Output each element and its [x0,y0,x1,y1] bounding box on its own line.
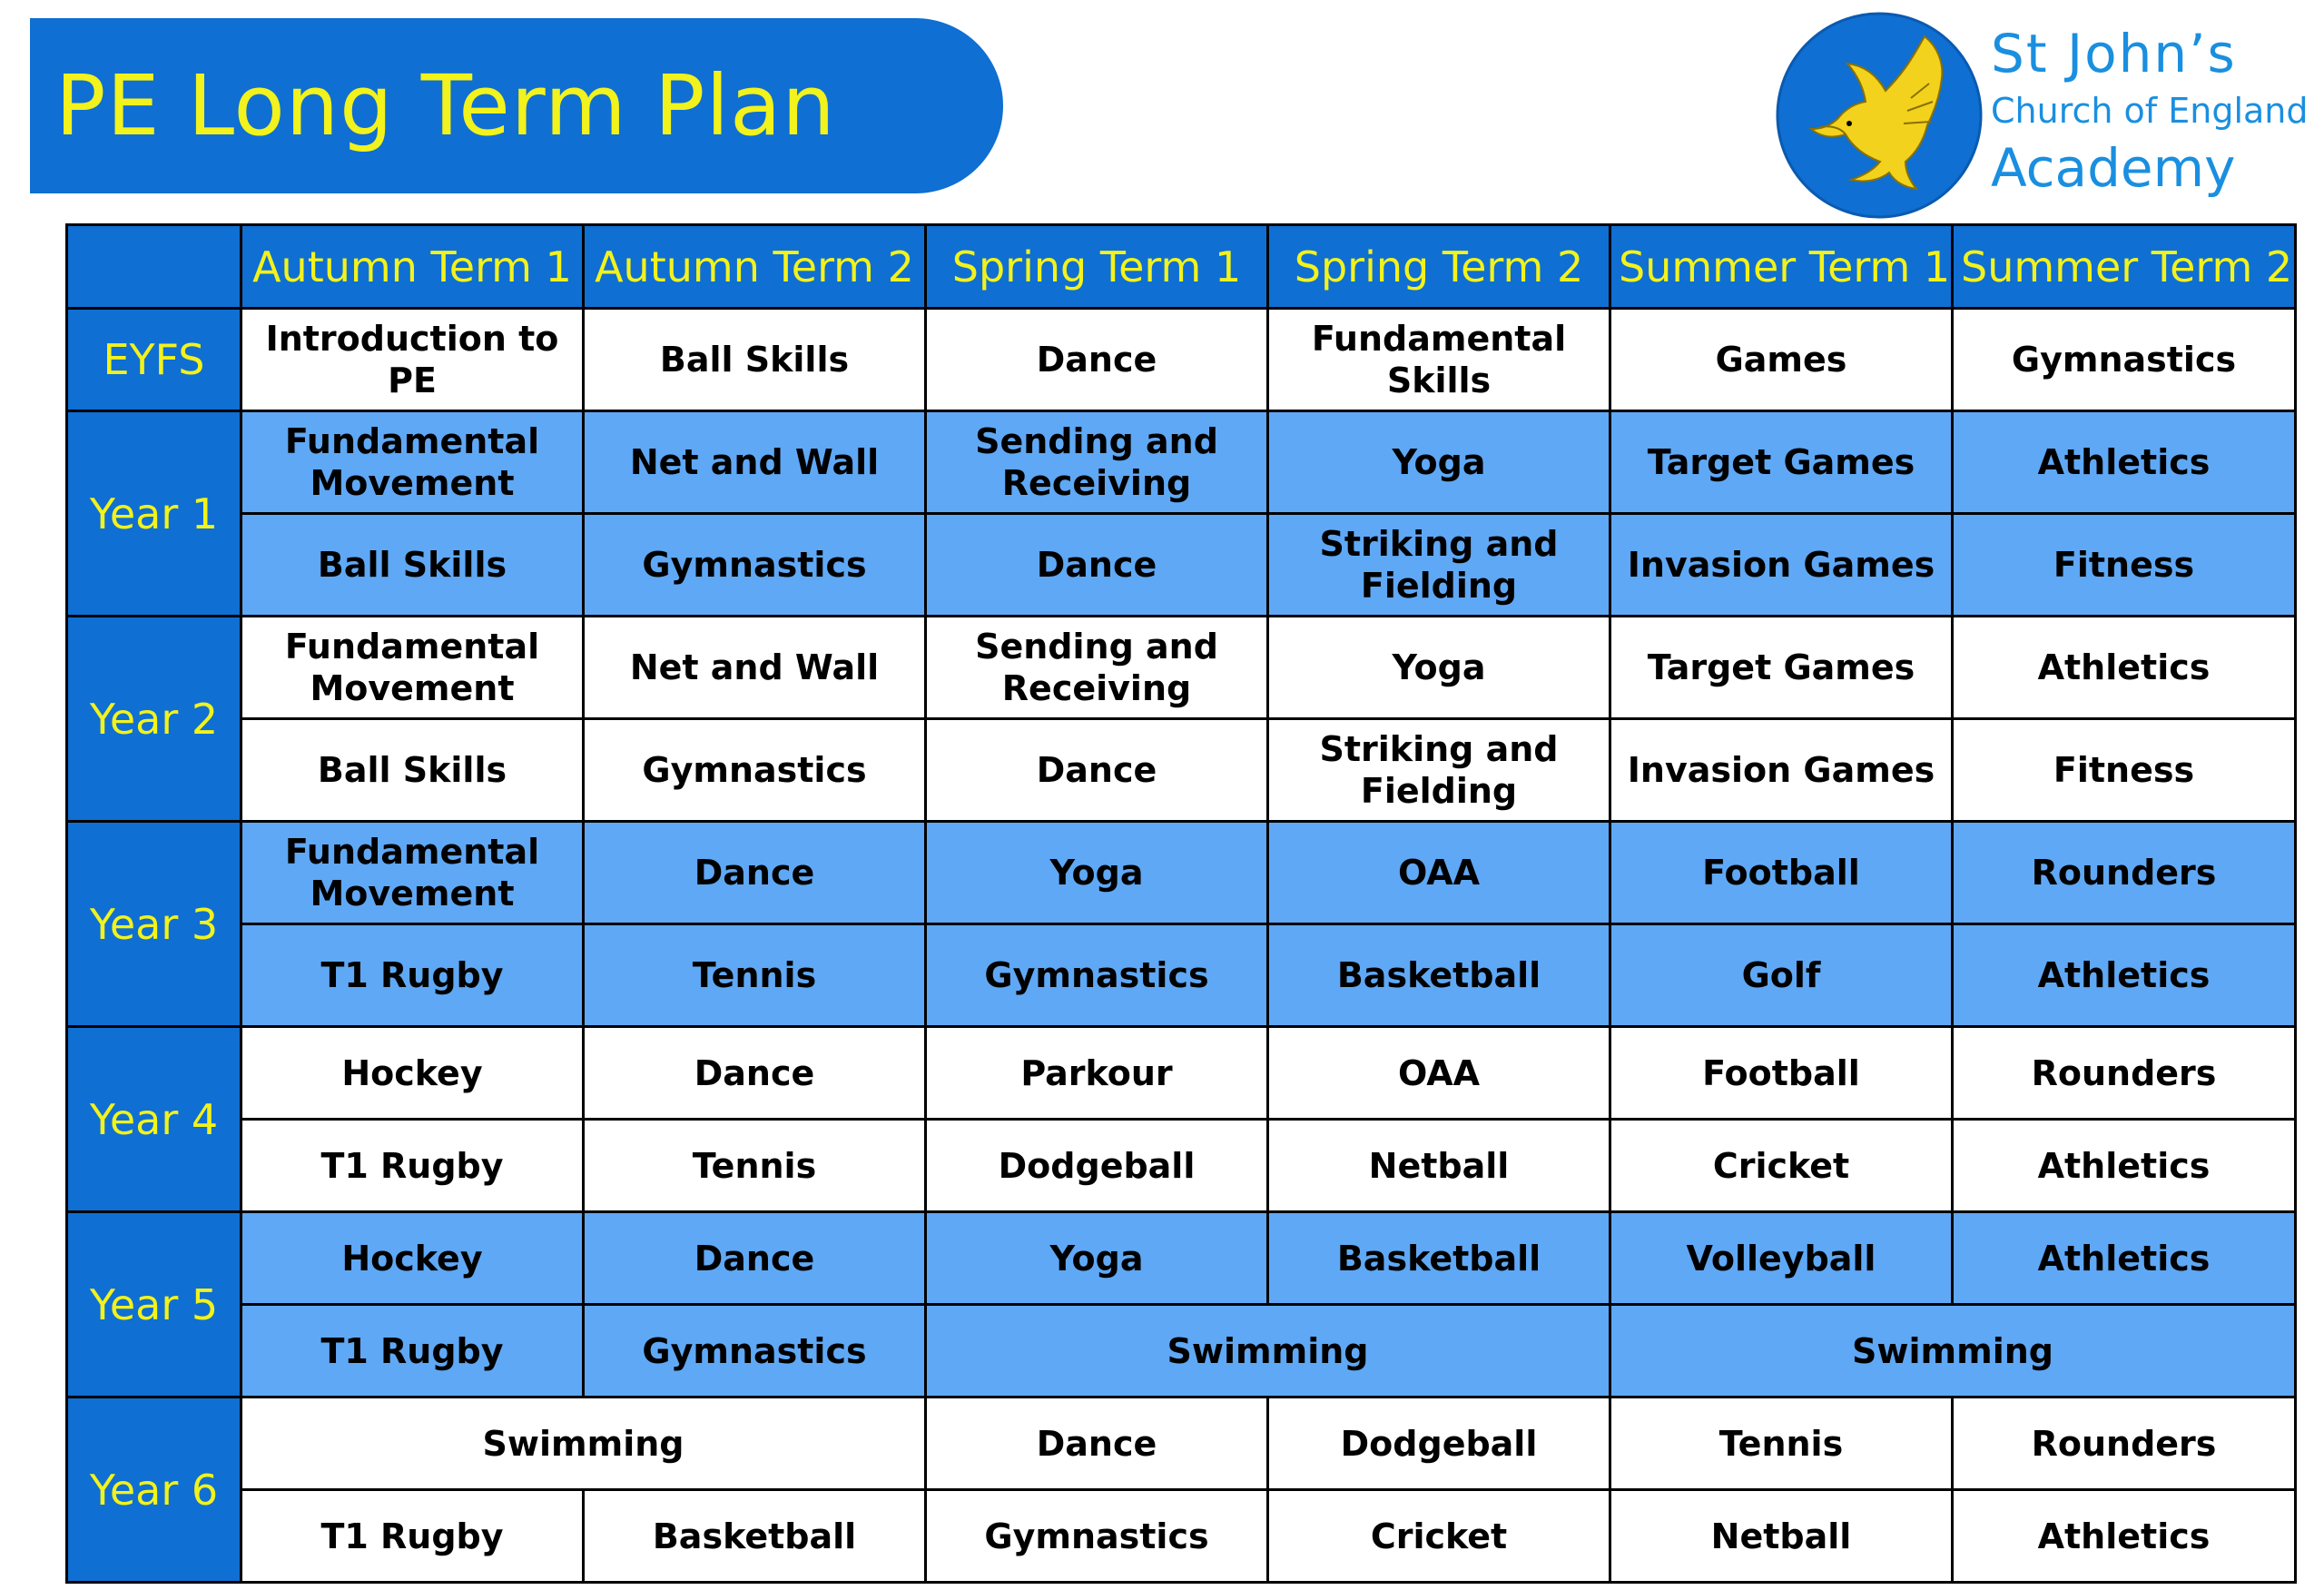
term-header: Summer Term 2 [1953,225,2296,309]
activity-cell: Golf [1610,924,1953,1027]
activity-cell: Dance [926,514,1268,617]
activity-cell: T1 Rugby [241,1490,584,1583]
logo-name: St John’s [1991,23,2237,84]
logo-text [1991,22,2309,200]
activity-cell: Basketball [1268,1212,1610,1305]
eagle-icon [1775,11,1984,220]
activity-cell: Swimming [1610,1305,2296,1397]
activity-cell: Gymnastics [926,924,1268,1027]
activity-cell: Invasion Games [1610,514,1953,617]
activity-cell: Rounders [1953,1397,2296,1490]
term-header: Summer Term 1 [1610,225,1953,309]
table-row [67,1490,2296,1583]
year-label: Year 3 [67,822,241,1027]
activity-cell: Net and Wall [584,411,926,514]
activity-cell: Hockey [241,1027,584,1120]
year-label: EYFS [67,309,241,411]
activity-cell: Invasion Games [1610,719,1953,822]
table-row [67,924,2296,1027]
activity-cell: Athletics [1953,617,2296,719]
activity-cell: Target Games [1610,411,1953,514]
activity-cell: Ball Skills [584,309,926,411]
activity-cell: Parkour [926,1027,1268,1120]
term-header: Autumn Term 2 [584,225,926,309]
activity-cell: Netball [1610,1490,1953,1583]
activity-cell: Fundamental Movement [241,411,584,514]
activity-cell: T1 Rugby [241,924,584,1027]
activity-cell: Dance [926,1397,1268,1490]
table-row [67,1027,2296,1120]
activity-cell: Ball Skills [241,719,584,822]
table-row [67,514,2296,617]
title-banner [30,18,1003,193]
activity-cell: Basketball [584,1490,926,1583]
activity-cell: T1 Rugby [241,1120,584,1212]
activity-cell: Dance [584,1212,926,1305]
activity-cell: Sending and Receiving [926,411,1268,514]
activity-cell: Rounders [1953,822,2296,924]
activity-cell: Athletics [1953,924,2296,1027]
activity-cell: Fundamental Movement [241,617,584,719]
term-header: Autumn Term 1 [241,225,584,309]
activity-cell: Cricket [1610,1120,1953,1212]
table-row [67,309,2296,411]
year-label: Year 6 [67,1397,241,1583]
activity-cell: Target Games [1610,617,1953,719]
table-row [67,1397,2296,1490]
activity-cell: Yoga [1268,411,1610,514]
logo-type: Academy [1991,137,2236,199]
activity-cell: Cricket [1268,1490,1610,1583]
activity-cell: Introduction to PE [241,309,584,411]
table-row [67,617,2296,719]
activity-cell: Yoga [926,822,1268,924]
activity-cell: Tennis [1610,1397,1953,1490]
pe-plan-table [65,223,2297,1584]
activity-cell: Dance [926,719,1268,822]
activity-cell: Athletics [1953,411,2296,514]
logo-denomination: Church of England [1991,91,2309,131]
activity-cell: Swimming [926,1305,1610,1397]
activity-cell: Volleyball [1610,1212,1953,1305]
year-label: Year 1 [67,411,241,617]
activity-cell: Gymnastics [584,1305,926,1397]
school-logo [1775,11,2319,220]
activity-cell: Gymnastics [926,1490,1268,1583]
table-row [67,1120,2296,1212]
activity-cell: Dance [584,1027,926,1120]
activity-cell: Sending and Receiving [926,617,1268,719]
year-label: Year 4 [67,1027,241,1212]
table-row [67,822,2296,924]
activity-cell: Football [1610,822,1953,924]
activity-cell: Basketball [1268,924,1610,1027]
activity-cell: Netball [1268,1120,1610,1212]
activity-cell: Athletics [1953,1212,2296,1305]
activity-cell: Fitness [1953,514,2296,617]
table-row [67,1305,2296,1397]
activity-cell: Rounders [1953,1027,2296,1120]
activity-cell: Dodgeball [1268,1397,1610,1490]
year-label: Year 5 [67,1212,241,1397]
activity-cell: Fundamental Movement [241,822,584,924]
table-row [67,719,2296,822]
activity-cell: Dance [926,309,1268,411]
activity-cell: Tennis [584,924,926,1027]
activity-cell: Athletics [1953,1490,2296,1583]
activity-cell: Yoga [1268,617,1610,719]
term-header: Spring Term 1 [926,225,1268,309]
table-row [67,411,2296,514]
activity-cell: Hockey [241,1212,584,1305]
activity-cell: Yoga [926,1212,1268,1305]
corner-cell [67,225,241,309]
year-label: Year 2 [67,617,241,822]
activity-cell: Striking and Fielding [1268,719,1610,822]
activity-cell: Athletics [1953,1120,2296,1212]
activity-cell: Ball Skills [241,514,584,617]
activity-cell: Fundamental Skills [1268,309,1610,411]
activity-cell: Football [1610,1027,1953,1120]
activity-cell: Net and Wall [584,617,926,719]
activity-cell: Swimming [241,1397,926,1490]
activity-cell: Striking and Fielding [1268,514,1610,617]
activity-cell: T1 Rugby [241,1305,584,1397]
activity-cell: Tennis [584,1120,926,1212]
term-header: Spring Term 2 [1268,225,1610,309]
activity-cell: Games [1610,309,1953,411]
table-row [67,1212,2296,1305]
activity-cell: Dance [584,822,926,924]
header-row [67,225,2296,309]
activity-cell: Fitness [1953,719,2296,822]
activity-cell: Dodgeball [926,1120,1268,1212]
activity-cell: Gymnastics [584,719,926,822]
activity-cell: Gymnastics [584,514,926,617]
activity-cell: Gymnastics [1953,309,2296,411]
page-title: PE Long Term Plan [55,57,836,154]
activity-cell: OAA [1268,822,1610,924]
activity-cell: OAA [1268,1027,1610,1120]
